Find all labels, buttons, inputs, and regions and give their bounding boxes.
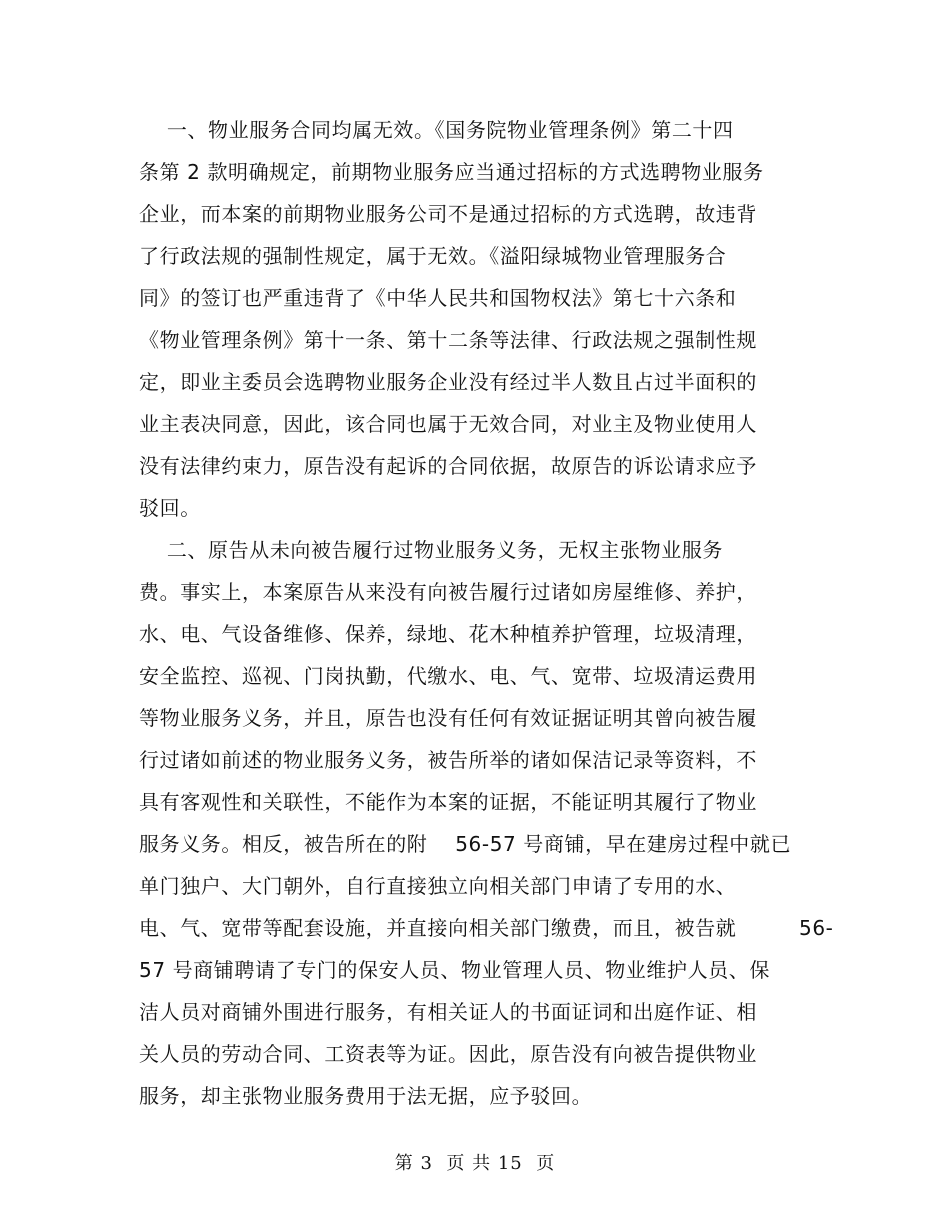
paragraph-line: 了行政法规的强制性规定，属于无效。《溢阳绿城物业管理服务合 [139, 244, 727, 268]
paragraph-line: 水、电、气设备维修、保养，绿地、花木种植养护管理，垃圾清理， [139, 622, 757, 646]
paragraph-line: 安全监控、巡视、门岗执勤，代缴水、电、气、宽带、垃圾清运费用 [139, 664, 757, 688]
paragraph-line: 57 号商铺聘请了专门的保安人员、物业管理人员、物业维护人员、保 [139, 958, 771, 982]
paragraph-line: 行过诸如前述的物业服务义务，被告所举的诸如保洁记录等资料，不 [139, 748, 757, 772]
paragraph-line: 等物业服务义务，并且，原告也没有任何有效证据证明其曾向被告履 [139, 706, 757, 730]
page-number-footer: 第 3 页 共 15 页 [394, 1153, 556, 1174]
paragraph-line: 一、物业服务合同均属无效。《国务院物业管理条例》第二十四 [139, 118, 734, 142]
paragraph-line: 服务义务。相反，被告所在的附 56-57 号商铺，早在建房过程中就已 [139, 832, 792, 856]
paragraph-line: 关人员的劳动合同、工资表等为证。因此，原告没有向被告提供物业 [139, 1042, 757, 1066]
paragraph-line: 同》的签订也严重违背了《中华人民共和国物权法》第七十六条和 [139, 286, 737, 310]
paragraph-line: 电、气、宽带等配套设施，并直接向相关部门缴费，而且，被告就 56- [139, 916, 834, 940]
paragraph-line: 业主表决同意，因此，该合同也属于无效合同，对业主及物业使用人 [139, 412, 757, 436]
paragraph-line: 具有客观性和关联性，不能作为本案的证据，不能证明其履行了物业 [139, 790, 757, 814]
paragraph-line: 单门独户、大门朝外，自行直接独立向相关部门申请了专用的水、 [139, 874, 737, 898]
paragraph-line: 定，即业主委员会选聘物业服务企业没有经过半人数且占过半面积的 [139, 370, 757, 394]
paragraph-line: 企业，而本案的前期物业服务公司不是通过招标的方式选聘，故违背 [139, 202, 757, 226]
paragraph-line: 没有法律约束力，原告没有起诉的合同依据，故原告的诉讼请求应予 [139, 454, 757, 478]
paragraph-line: 费。事实上，本案原告从来没有向被告履行过诸如房屋维修、养护， [139, 580, 757, 604]
paragraph-line: 驳回。 [139, 496, 201, 520]
paragraph-line: 服务，却主张物业服务费用于法无据，应予驳回。 [139, 1084, 593, 1108]
paragraph-line: 《物业管理条例》第十一条、第十二条等法律、行政法规之强制性规 [139, 328, 757, 352]
paragraph-line: 条第 2 款明确规定，前期物业服务应当通过招标的方式选聘物业服务 [139, 160, 764, 184]
paragraph-line: 二、原告从未向被告履行过物业服务义务，无权主张物业服务 [139, 538, 724, 562]
paragraph-line: 洁人员对商铺外围进行服务，有相关证人的书面证词和出庭作证、相 [139, 1000, 757, 1024]
